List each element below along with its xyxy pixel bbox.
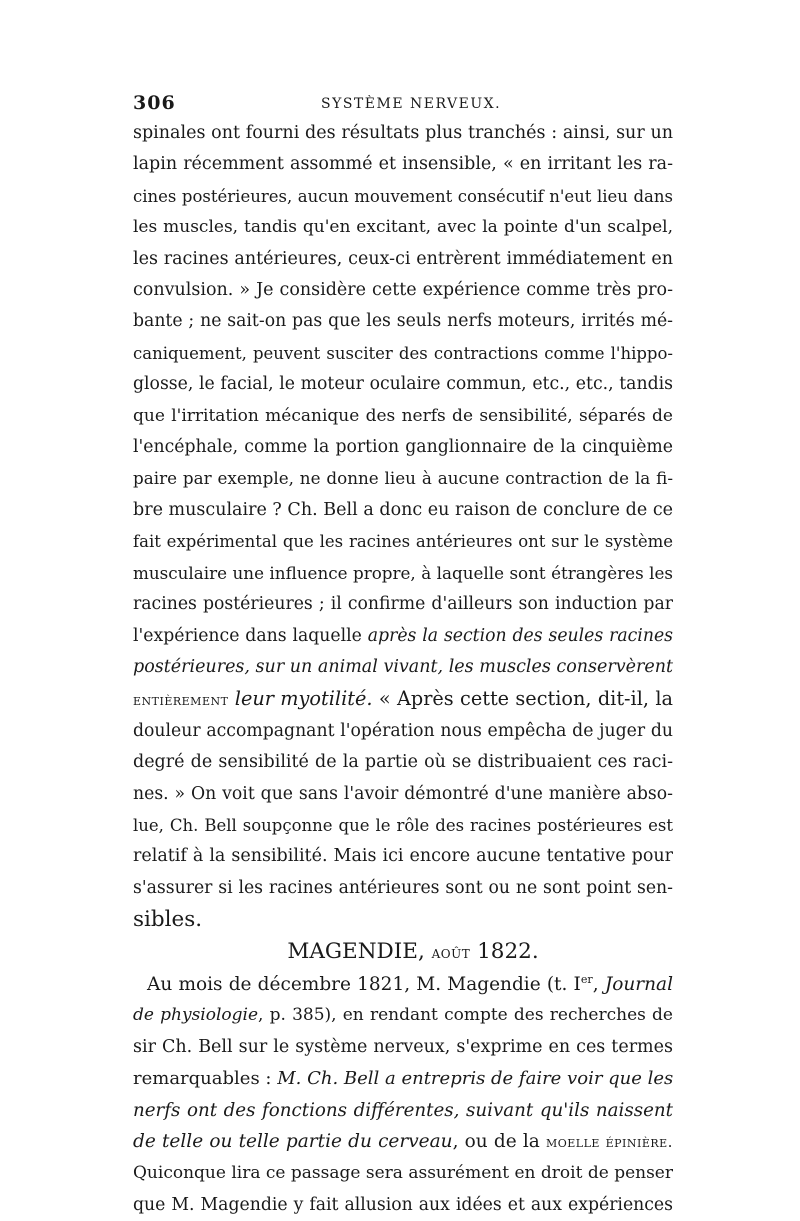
text-line: caniquement, peuvent susciter des contractions comme l'hippo- xyxy=(133,343,673,363)
text-line: racines postérieures ; il confirme d'ailleurs son induction par xyxy=(133,594,673,615)
text-line xyxy=(133,1126,673,1158)
italic-run: après la section des seules racines xyxy=(367,625,673,646)
text-line: convulsion. » Je considère cette expérience comme très pro- xyxy=(133,280,673,301)
running-head xyxy=(133,92,673,118)
text-line: sir Ch. Bell sur le système nerveux, s'exprime en ces termes xyxy=(133,1036,673,1057)
text-line: les racines antérieures, ceux-ci entrèrent immédiatement en xyxy=(133,248,673,269)
italic-run: de physiologie xyxy=(133,1005,259,1026)
text-line xyxy=(133,621,673,652)
italic-run: M. Ch. Bell a entrepris de faire voir que les xyxy=(277,1068,674,1090)
text-line: relatif à la sensibilité. Mais ici encore aucune tentative pour xyxy=(133,846,673,867)
text-line xyxy=(133,969,673,1000)
heading-month: août xyxy=(431,942,471,963)
italic-run: Journal xyxy=(604,973,673,995)
running-title: SYSTÈME NERVEUX. xyxy=(321,96,502,112)
text-run: « Après cette section, dit-il, la xyxy=(378,687,673,711)
text-run: l'expérience dans laquelle xyxy=(133,625,362,646)
text-line: degré de sensibilité de la partie où se distribuaient ces raci- xyxy=(133,752,673,773)
section-heading xyxy=(133,936,673,969)
body-text xyxy=(133,118,673,1221)
text-line xyxy=(133,683,673,715)
italic-run: de telle ou telle partie du cerveau xyxy=(133,1131,453,1152)
italic-run: nerfs ont des fonctions différentes, suivant qu'ils naissent xyxy=(133,1099,673,1121)
small-caps-run: moelle épinière. xyxy=(546,1133,673,1151)
text-line: lapin récemment assommé et insensible, « en irritant les ra- xyxy=(133,154,673,175)
text-line: que l'irritation mécanique des nerfs de sensibilité, séparés de xyxy=(133,405,673,426)
text-run: , xyxy=(592,973,599,995)
text-line: sibles. xyxy=(133,907,203,933)
text-run: , p. 385), en rendant compte des recherches de xyxy=(258,1005,673,1026)
text-line: paire par exemple, ne donne lieu à aucune contraction de la fi- xyxy=(133,468,673,489)
text-line: nes. » On voit que sans l'avoir démontré d'une manière abso- xyxy=(133,783,673,804)
heading-name: MAGENDIE, xyxy=(287,938,425,964)
text-run: Au mois de décembre 1821, M. Magendie (t. I xyxy=(147,973,581,995)
text-line: cines postérieures, aucun mouvement consécutif n'eut lieu dans xyxy=(133,186,673,206)
text-line: spinales ont fourni des résultats plus tranchés : ainsi, sur un xyxy=(133,123,673,143)
text-line: l'encéphale, comme la portion ganglionnaire de la cinquième xyxy=(133,437,673,458)
text-line: douleur accompagnant l'opération nous empêcha de juger du xyxy=(133,720,673,741)
text-line: que M. Magendie y fait allusion aux idées et aux expériences xyxy=(133,1194,673,1215)
text-line xyxy=(133,1095,673,1126)
small-caps-run: entièrement xyxy=(133,690,229,710)
text-line: lue, Ch. Bell soupçonne que le rôle des racines postérieures est xyxy=(133,815,673,835)
text-run: remarquables : xyxy=(133,1068,272,1090)
text-line: musculaire une influence propre, à laquelle sont étrangères les xyxy=(133,562,673,583)
italic-run: leur myotilité. xyxy=(234,687,373,711)
text-line xyxy=(133,652,673,683)
text-line: s'assurer si les racines antérieures sont ou ne sont point sen- xyxy=(133,877,673,898)
text-line: les muscles, tandis qu'en excitant, avec la pointe d'un scalpel, xyxy=(133,217,673,238)
book-page xyxy=(133,92,673,1221)
text-line: bre musculaire ? Ch. Bell a donc eu raison de conclure de ce xyxy=(133,499,673,520)
superscript: er xyxy=(580,972,593,986)
italic-run: postérieures, sur un animal vivant, les muscles conservèrent xyxy=(133,656,673,677)
text-line xyxy=(133,1000,673,1031)
text-line: bante ; ne sait-on pas que les seuls nerfs moteurs, irrités mé- xyxy=(133,311,673,332)
heading-year: 1822. xyxy=(477,938,539,964)
text-run: , ou de la xyxy=(452,1131,540,1152)
page-number: 306 xyxy=(133,92,176,114)
text-line xyxy=(133,1063,673,1094)
text-line: fait expérimental que les racines antérieures ont sur le système xyxy=(133,532,673,552)
text-line: glosse, le facial, le moteur oculaire commun, etc., etc., tandis xyxy=(133,374,673,395)
text-line: Quiconque lira ce passage sera assurément en droit de penser xyxy=(133,1163,673,1184)
